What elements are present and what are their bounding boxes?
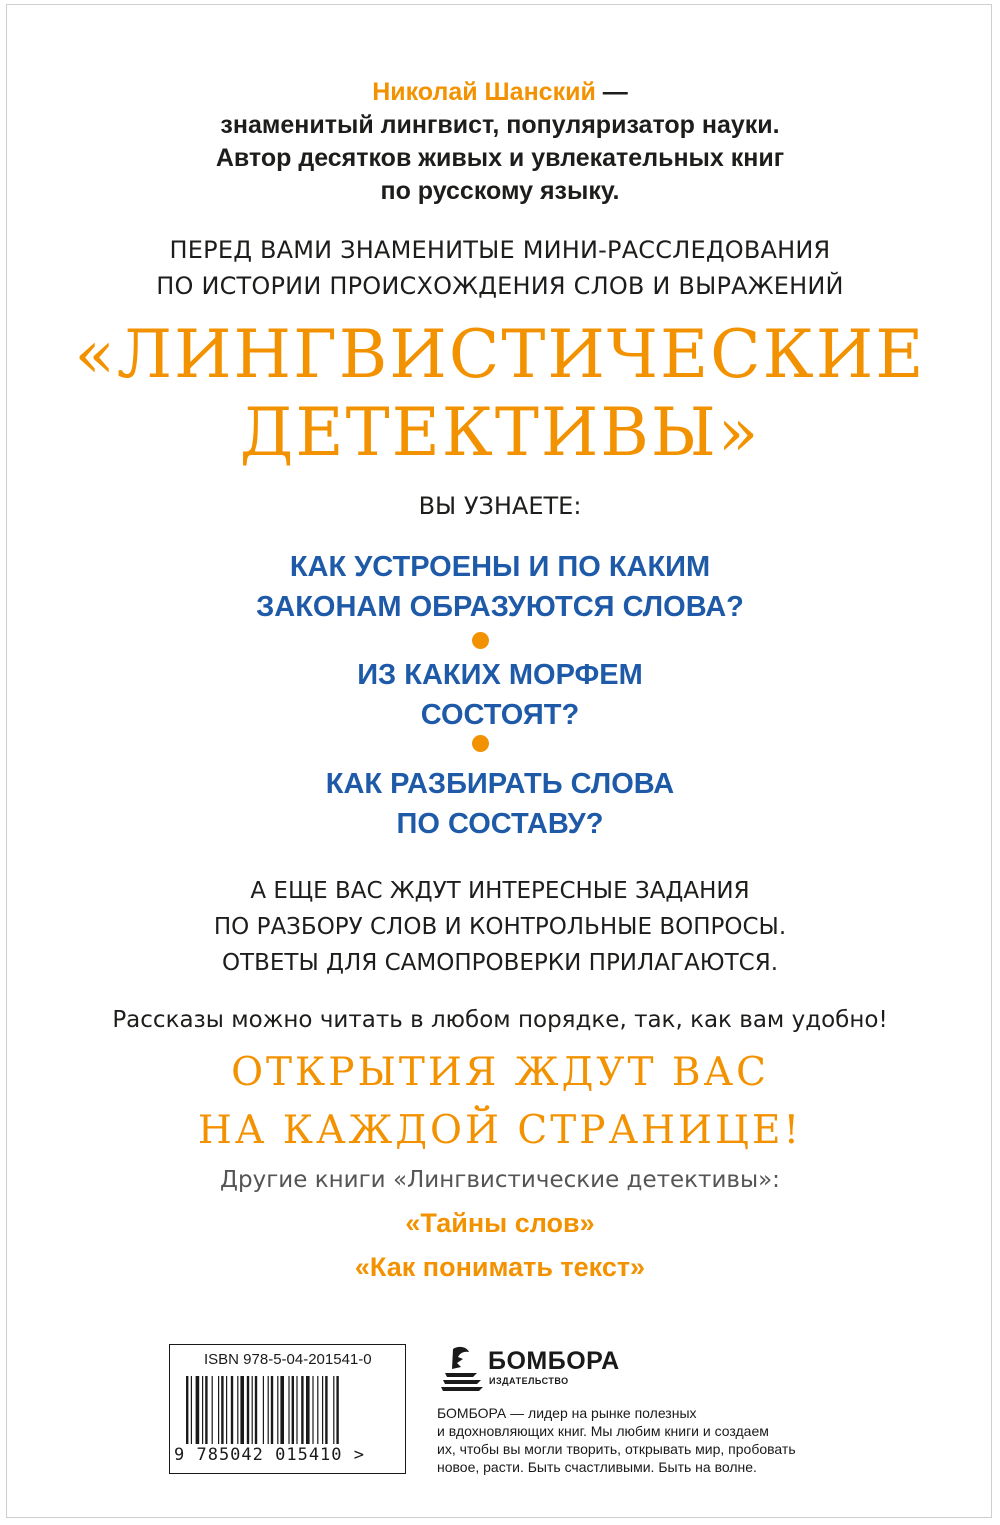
lead-text <box>0 232 1000 304</box>
barcode-bar <box>301 1376 303 1444</box>
barcode-bar <box>191 1376 192 1444</box>
author-description-line-1: знаменитый лингвист, популяризатор науки. <box>220 111 780 139</box>
barcode-bar <box>212 1376 213 1444</box>
barcode-bar <box>247 1376 249 1444</box>
barcode-bar <box>312 1376 313 1444</box>
learn-heading: ВЫ УЗНАЕТЕ: <box>418 492 582 520</box>
publisher-description <box>437 1404 817 1476</box>
series-title-line-1: «ЛИНГВИСТИЧЕСКИЕ <box>74 316 926 393</box>
barcode-bar <box>336 1376 338 1444</box>
author-intro <box>0 76 1000 208</box>
publisher-line-1: БОМБОРА — лидер на рынке полезных <box>437 1405 697 1421</box>
barcode-bar <box>252 1376 253 1444</box>
bombora-logo-icon <box>439 1343 485 1395</box>
bullet-dot <box>472 632 489 649</box>
lead-line-2: ПО ИСТОРИИ ПРОИСХОЖДЕНИЯ СЛОВ И ВЫРАЖЕНИЙ <box>156 272 844 300</box>
lead-line-1: ПЕРЕД ВАМИ ЗНАМЕНИТЫЕ МИНИ-РАССЛЕДОВАНИЯ <box>169 236 831 264</box>
author-description-line-3: по русскому языку. <box>380 177 620 205</box>
barcode-bar <box>271 1376 273 1444</box>
barcode-bar <box>237 1376 238 1444</box>
question-3-line-2: ПО СОСТАВУ? <box>396 808 604 840</box>
barcode-bars <box>186 1376 392 1444</box>
extra-text <box>0 873 1000 981</box>
barcode-bar <box>277 1376 278 1444</box>
barcode-bar <box>306 1376 310 1444</box>
author-description-line-2: Автор десятков живых и увлекательных книг <box>215 144 785 172</box>
barcode-bar <box>255 1376 257 1444</box>
discoveries-line-2: НА КАЖДОЙ СТРАНИЦЕ! <box>197 1108 803 1153</box>
series-title-line-2: ДЕТЕКТИВЫ» <box>239 394 761 471</box>
barcode-bar <box>296 1376 297 1444</box>
barcode-bar <box>325 1376 327 1444</box>
barcode-bar <box>317 1376 318 1444</box>
isbn-text: ISBN 978-5-04-201541-0 <box>204 1351 372 1368</box>
barcode-bar <box>240 1376 244 1444</box>
bullet-dot <box>472 735 489 752</box>
barcode-bar <box>186 1376 188 1444</box>
question-2-line-2: СОСТОЯТ? <box>420 699 580 731</box>
question-1-line-1: КАК УСТРОЕНЫ И ПО КАКИМ <box>289 551 711 583</box>
barcode-bar <box>196 1376 200 1444</box>
barcode-bar <box>292 1376 294 1444</box>
barcode-bar <box>333 1376 334 1444</box>
extra-line-3: ОТВЕТЫ ДЛЯ САМОПРОВЕРКИ ПРИЛАГАЮТСЯ. <box>221 950 779 976</box>
question-3-line-1: КАК РАЗБИРАТЬ СЛОВА <box>325 768 675 800</box>
barcode-bar <box>218 1376 219 1444</box>
barcode-bar <box>322 1376 323 1444</box>
publisher-subtitle: ИЗДАТЕЛЬСТВО <box>489 1376 569 1386</box>
publisher-line-4: новое, расти. Быть счастливыми. Быть на волне. <box>437 1459 757 1475</box>
barcode-bar <box>288 1376 289 1444</box>
other-book-2: «Как понимать текст» <box>354 1252 646 1282</box>
author-line <box>0 76 1000 109</box>
question-2 <box>0 655 1000 735</box>
barcode-bar <box>280 1376 284 1444</box>
author-dash: — <box>595 78 628 106</box>
publisher-name: БОМБОРА <box>488 1347 620 1375</box>
author-name: Николай Шанский <box>372 78 596 106</box>
publisher-line-3: их, чтобы вы могли творить, открывать мир, пробовать <box>437 1441 796 1457</box>
barcode-bar <box>231 1376 233 1444</box>
barcode-bar <box>221 1376 223 1444</box>
barcode-box <box>169 1344 406 1474</box>
publisher-line-2: и вдохновляющих книг. Мы любим книги и создаем <box>437 1423 769 1439</box>
extra-line-2: ПО РАЗБОРУ СЛОВ И КОНТРОЛЬНЫЕ ВОПРОСЫ. <box>213 914 787 940</box>
barcode-bar <box>226 1376 227 1444</box>
publisher-logo <box>439 1343 639 1395</box>
other-books-heading: Другие книги «Лингвистические детективы»: <box>220 1167 780 1193</box>
other-book-1: «Тайны слов» <box>405 1208 595 1238</box>
question-1-line-2: ЗАКОНАМ ОБРАЗУЮТСЯ СЛОВА? <box>256 591 744 623</box>
barcode-bar <box>263 1376 264 1444</box>
barcode-bar <box>202 1376 203 1444</box>
extra-line-1: А ЕЩЕ ВАС ЖДУТ ИНТЕРЕСНЫЕ ЗАДАНИЯ <box>250 878 750 904</box>
reading-order-note: Рассказы можно читать в любом порядке, так, как вам удобно! <box>112 1007 888 1033</box>
question-1 <box>0 547 1000 627</box>
question-3 <box>0 764 1000 844</box>
barcode-bar <box>205 1376 207 1444</box>
discoveries-line-1: ОТКРЫТИЯ ЖДУТ ВАС <box>231 1050 769 1095</box>
barcode-digits: 9 785042 015410 > <box>174 1445 365 1465</box>
barcode-bar <box>268 1376 269 1444</box>
question-2-line-1: ИЗ КАКИХ МОРФЕМ <box>357 659 643 691</box>
